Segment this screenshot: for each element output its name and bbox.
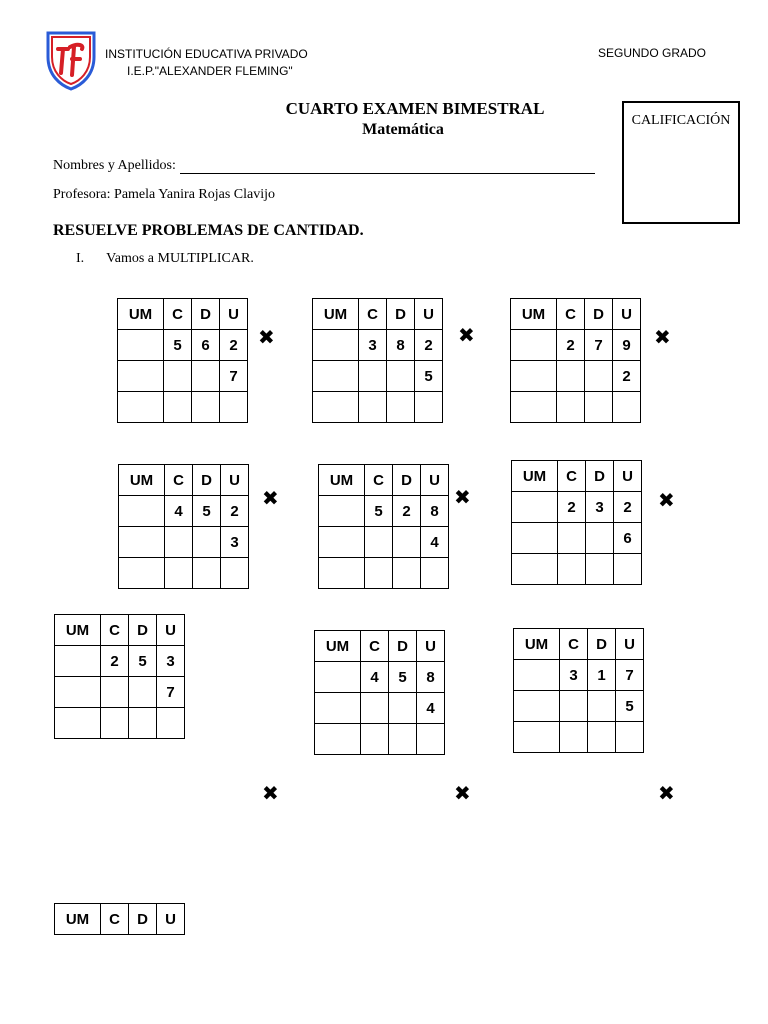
- header-u: U: [157, 615, 185, 646]
- header-d: D: [585, 299, 613, 330]
- digit-cell: [319, 527, 365, 558]
- digit-cell: 2: [101, 646, 129, 677]
- digit-cell: [511, 330, 557, 361]
- multiplication-grid: [54, 614, 185, 739]
- digit-cell: 3: [586, 492, 614, 523]
- teacher-name: Profesora: Pamela Yanira Rojas Clavijo: [53, 187, 276, 202]
- digit-cell: [387, 361, 415, 392]
- digit-cell: [512, 523, 558, 554]
- header-d: D: [393, 465, 421, 496]
- digit-cell: 6: [192, 330, 220, 361]
- instruction-number: I.: [76, 251, 85, 266]
- digit-cell: [164, 361, 192, 392]
- name-field[interactable]: [53, 158, 595, 174]
- digit-cell: [557, 361, 585, 392]
- answer-cell[interactable]: [365, 558, 393, 589]
- header-um: UM: [315, 631, 361, 662]
- name-blank-line[interactable]: [180, 158, 595, 174]
- digit-cell: [55, 646, 101, 677]
- digit-cell: 8: [421, 496, 449, 527]
- digit-cell: [514, 660, 560, 691]
- exam-subject: Matemática: [362, 121, 444, 138]
- multiplication-grid: [314, 630, 445, 755]
- instruction-text: Vamos a MULTIPLICAR.: [106, 251, 254, 266]
- multiply-icon: ✖: [258, 325, 275, 349]
- answer-cell[interactable]: [359, 392, 387, 423]
- header-um: UM: [514, 629, 560, 660]
- header-c: C: [365, 465, 393, 496]
- multiplication-grid: [510, 298, 641, 423]
- multiply-icon: ✖: [654, 325, 671, 349]
- digit-cell: 8: [387, 330, 415, 361]
- multiplication-grid: [511, 460, 642, 585]
- school-name: INSTITUCIÓN EDUCATIVA PRIVADO: [105, 47, 308, 61]
- answer-cell[interactable]: [221, 558, 249, 589]
- header-um: UM: [512, 461, 558, 492]
- multiplication-grid: [118, 464, 249, 589]
- header-d: D: [129, 615, 157, 646]
- digit-cell: [588, 691, 616, 722]
- answer-cell[interactable]: [101, 708, 129, 739]
- answer-cell[interactable]: [220, 392, 248, 423]
- digit-cell: 3: [359, 330, 387, 361]
- answer-cell[interactable]: [514, 722, 560, 753]
- header-c: C: [558, 461, 586, 492]
- answer-cell[interactable]: [164, 392, 192, 423]
- digit-cell: 3: [221, 527, 249, 558]
- header-d: D: [387, 299, 415, 330]
- header-u: U: [616, 629, 644, 660]
- section-title: RESUELVE PROBLEMAS DE CANTIDAD.: [53, 222, 364, 239]
- digit-cell: [558, 523, 586, 554]
- score-label: CALIFICACIÓN: [631, 113, 731, 128]
- digit-cell: [192, 361, 220, 392]
- digit-cell: [129, 677, 157, 708]
- digit-cell: 3: [560, 660, 588, 691]
- header-um: UM: [319, 465, 365, 496]
- multiplication-grid: [312, 298, 443, 423]
- multiply-icon: ✖: [262, 486, 279, 510]
- digit-cell: 7: [157, 677, 185, 708]
- header-c: C: [359, 299, 387, 330]
- multiplication-grid: [513, 628, 644, 753]
- header-um: UM: [313, 299, 359, 330]
- answer-cell[interactable]: [313, 392, 359, 423]
- digit-cell: [55, 677, 101, 708]
- digit-cell: 4: [165, 496, 193, 527]
- answer-cell[interactable]: [557, 392, 585, 423]
- answer-cell[interactable]: [193, 558, 221, 589]
- answer-cell[interactable]: [319, 558, 365, 589]
- digit-cell: [585, 361, 613, 392]
- digit-cell: [393, 527, 421, 558]
- answer-cell[interactable]: [315, 724, 361, 755]
- digit-cell: [365, 527, 393, 558]
- answer-cell[interactable]: [415, 392, 443, 423]
- digit-cell: [313, 361, 359, 392]
- answer-cell[interactable]: [157, 708, 185, 739]
- multiply-icon: ✖: [658, 781, 675, 805]
- digit-cell: 2: [393, 496, 421, 527]
- digit-cell: 7: [220, 361, 248, 392]
- header-um: UM: [55, 904, 101, 935]
- header-d: D: [588, 629, 616, 660]
- multiplication-grid: [318, 464, 449, 589]
- digit-cell: [193, 527, 221, 558]
- header-u: U: [421, 465, 449, 496]
- digit-cell: [319, 496, 365, 527]
- digit-cell: 6: [614, 523, 642, 554]
- digit-cell: 2: [415, 330, 443, 361]
- digit-cell: [119, 496, 165, 527]
- header-c: C: [101, 904, 129, 935]
- answer-cell[interactable]: [119, 558, 165, 589]
- header-u: U: [220, 299, 248, 330]
- answer-cell[interactable]: [585, 392, 613, 423]
- grade-label: SEGUNDO GRADO: [598, 46, 707, 60]
- digit-cell: [101, 677, 129, 708]
- multiply-icon: ✖: [658, 488, 675, 512]
- digit-cell: [512, 492, 558, 523]
- header-u: U: [157, 904, 185, 935]
- answer-cell[interactable]: [421, 558, 449, 589]
- answer-cell[interactable]: [129, 708, 157, 739]
- header-c: C: [101, 615, 129, 646]
- digit-cell: [560, 691, 588, 722]
- multiply-icon: ✖: [454, 485, 471, 509]
- digit-cell: 2: [557, 330, 585, 361]
- header-d: D: [192, 299, 220, 330]
- answer-cell[interactable]: [118, 392, 164, 423]
- digit-cell: [315, 693, 361, 724]
- digit-cell: [119, 527, 165, 558]
- digit-cell: 5: [389, 662, 417, 693]
- header-u: U: [614, 461, 642, 492]
- digit-cell: 5: [616, 691, 644, 722]
- answer-cell[interactable]: [55, 708, 101, 739]
- digit-cell: 4: [421, 527, 449, 558]
- digit-cell: [359, 361, 387, 392]
- header-c: C: [165, 465, 193, 496]
- digit-cell: 8: [417, 662, 445, 693]
- answer-cell[interactable]: [614, 554, 642, 585]
- answer-cell[interactable]: [165, 558, 193, 589]
- answer-cell[interactable]: [586, 554, 614, 585]
- header-um: UM: [55, 615, 101, 646]
- multiply-icon: ✖: [458, 323, 475, 347]
- digit-cell: 9: [613, 330, 641, 361]
- digit-cell: [118, 361, 164, 392]
- digit-cell: [313, 330, 359, 361]
- answer-cell[interactable]: [511, 392, 557, 423]
- header-c: C: [557, 299, 585, 330]
- digit-cell: 4: [361, 662, 389, 693]
- exam-title: CUARTO EXAMEN BIMESTRAL: [285, 99, 545, 118]
- digit-cell: 5: [129, 646, 157, 677]
- header-d: D: [129, 904, 157, 935]
- answer-cell[interactable]: [613, 392, 641, 423]
- multiply-icon: ✖: [262, 781, 279, 805]
- multiply-icon: ✖: [454, 781, 471, 805]
- digit-cell: [511, 361, 557, 392]
- multiplication-grid: [117, 298, 248, 423]
- header-um: UM: [511, 299, 557, 330]
- multiplication-grid-partial: [54, 903, 185, 935]
- digit-cell: 2: [558, 492, 586, 523]
- answer-cell[interactable]: [417, 724, 445, 755]
- header-um: UM: [119, 465, 165, 496]
- digit-cell: 4: [417, 693, 445, 724]
- digit-cell: 2: [614, 492, 642, 523]
- school-logo: [44, 27, 98, 91]
- header-u: U: [221, 465, 249, 496]
- digit-cell: 2: [613, 361, 641, 392]
- digit-cell: [586, 523, 614, 554]
- digit-cell: 1: [588, 660, 616, 691]
- header-d: D: [586, 461, 614, 492]
- header-d: D: [389, 631, 417, 662]
- header-u: U: [613, 299, 641, 330]
- school-subtitle: I.E.P."ALEXANDER FLEMING": [127, 64, 293, 78]
- header-c: C: [560, 629, 588, 660]
- digit-cell: 5: [415, 361, 443, 392]
- answer-cell[interactable]: [361, 724, 389, 755]
- digit-cell: 2: [221, 496, 249, 527]
- digit-cell: [514, 691, 560, 722]
- digit-cell: 2: [220, 330, 248, 361]
- answer-cell[interactable]: [512, 554, 558, 585]
- header-u: U: [417, 631, 445, 662]
- answer-cell[interactable]: [393, 558, 421, 589]
- digit-cell: 3: [157, 646, 185, 677]
- header-c: C: [361, 631, 389, 662]
- digit-cell: [165, 527, 193, 558]
- digit-cell: [389, 693, 417, 724]
- answer-cell[interactable]: [389, 724, 417, 755]
- digit-cell: [118, 330, 164, 361]
- header-d: D: [193, 465, 221, 496]
- digit-cell: 5: [365, 496, 393, 527]
- answer-cell[interactable]: [192, 392, 220, 423]
- header-c: C: [164, 299, 192, 330]
- header-um: UM: [118, 299, 164, 330]
- digit-cell: 7: [585, 330, 613, 361]
- answer-cell[interactable]: [588, 722, 616, 753]
- digit-cell: 5: [193, 496, 221, 527]
- digit-cell: [361, 693, 389, 724]
- instruction: [76, 251, 254, 267]
- digit-cell: 7: [616, 660, 644, 691]
- answer-cell[interactable]: [558, 554, 586, 585]
- score-box[interactable]: [622, 101, 740, 224]
- digit-cell: 5: [164, 330, 192, 361]
- answer-cell[interactable]: [616, 722, 644, 753]
- answer-cell[interactable]: [387, 392, 415, 423]
- digit-cell: [315, 662, 361, 693]
- name-label: Nombres y Apellidos:: [53, 158, 176, 173]
- header-u: U: [415, 299, 443, 330]
- answer-cell[interactable]: [560, 722, 588, 753]
